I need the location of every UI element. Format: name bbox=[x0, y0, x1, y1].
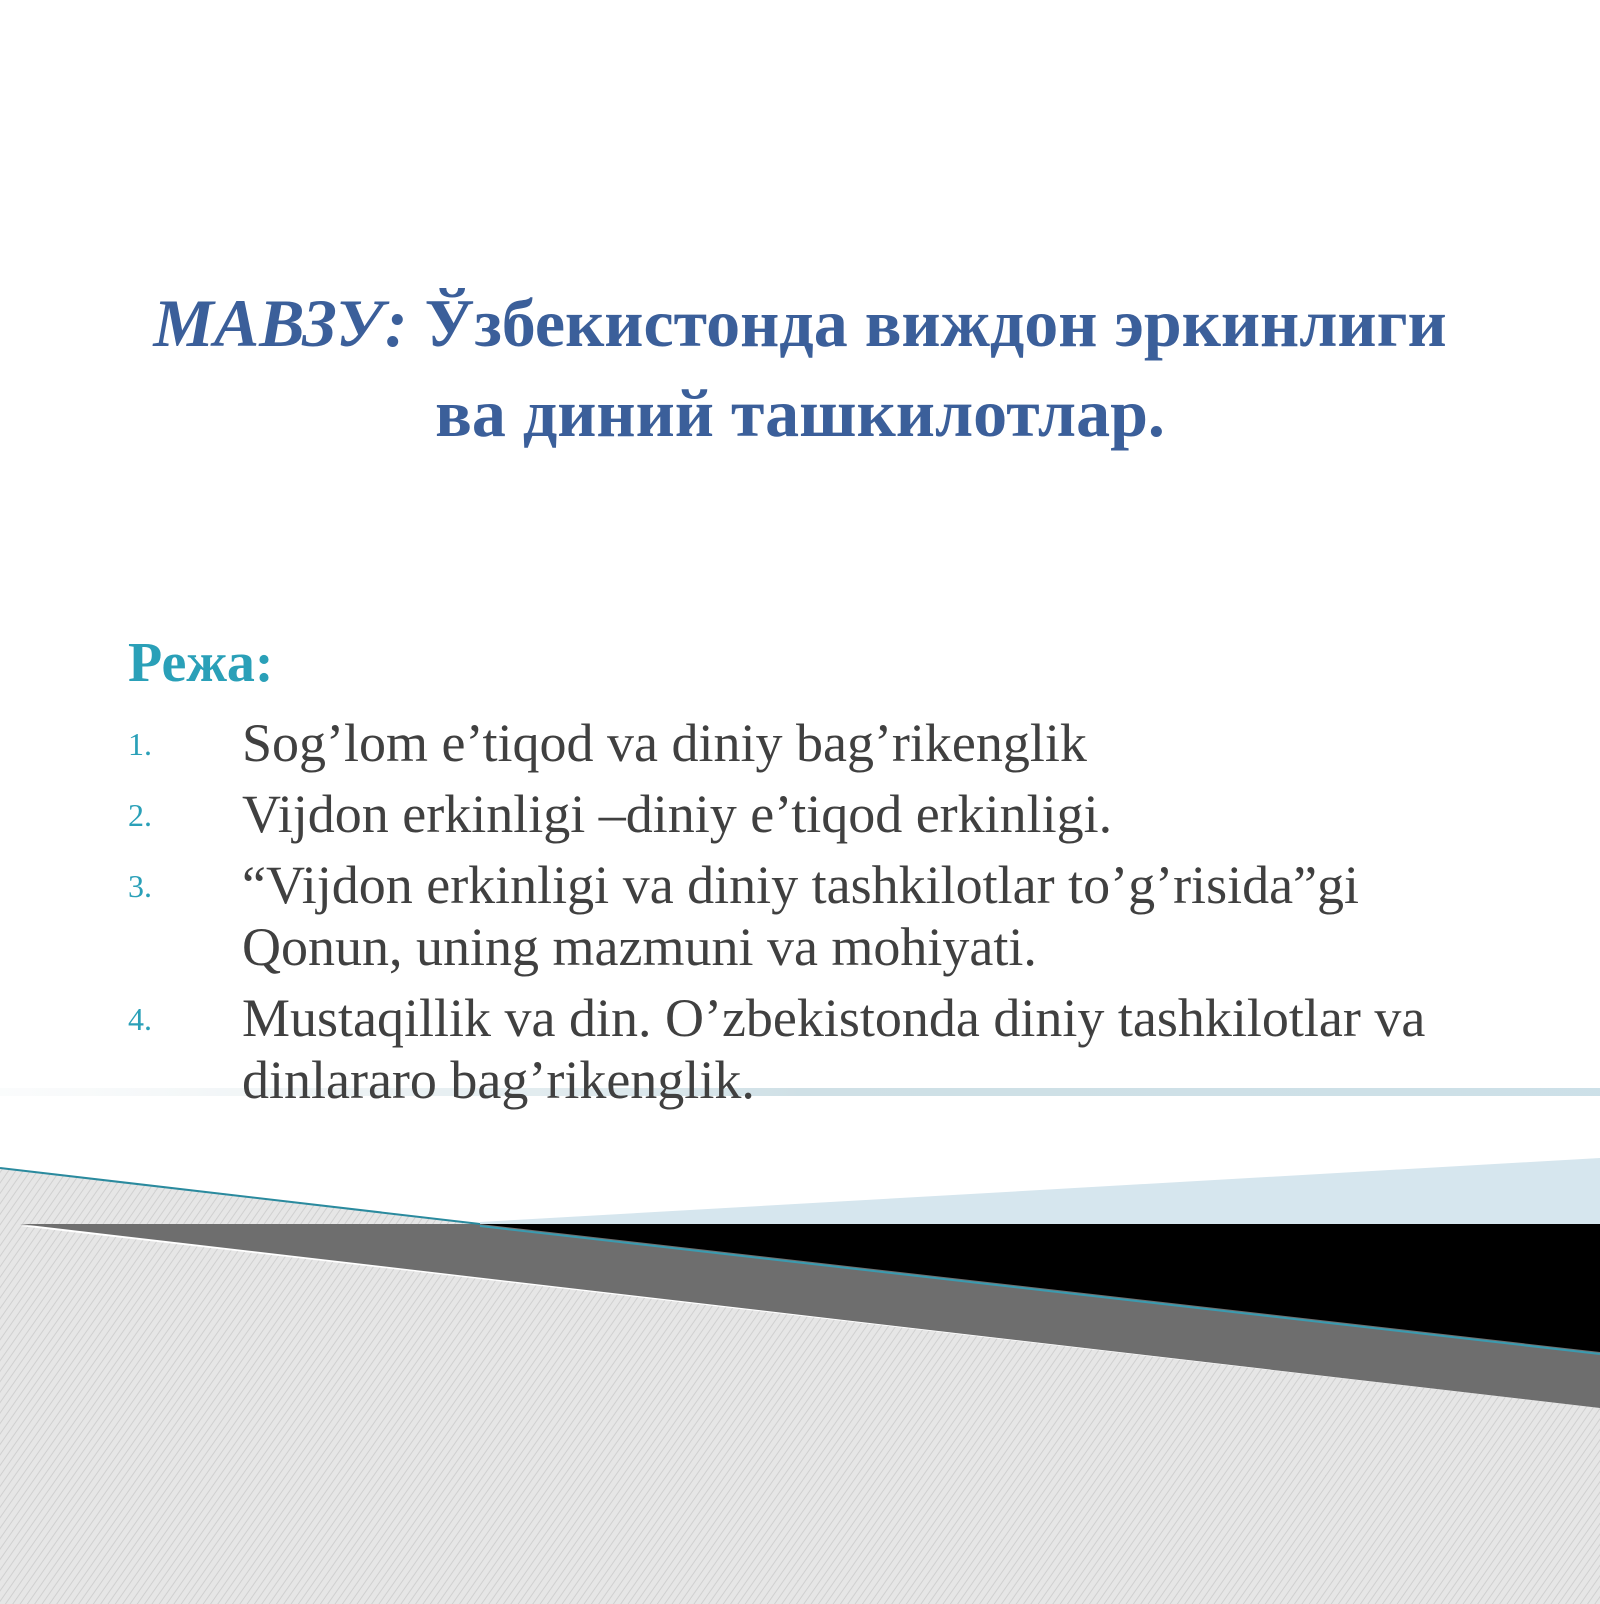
plan-list bbox=[128, 712, 1478, 1120]
plan-item-number: 4. bbox=[128, 1001, 152, 1037]
plan-item bbox=[128, 987, 1478, 1111]
plan-item-number: 3. bbox=[128, 868, 152, 904]
plan-item-number: 1. bbox=[128, 726, 152, 762]
plan-item-text: Sog’lom e’tiqod va diniy bag’rikenglik bbox=[242, 713, 1087, 773]
title-lead: МАВЗУ: bbox=[153, 285, 408, 361]
plan-item bbox=[128, 783, 1478, 845]
plan-item bbox=[128, 854, 1478, 978]
plan-item-text: “Vijdon erkinligi va diniy tashkilotlar to’g’risida”gi Qonun, uning mazmuni va mohiyati. bbox=[242, 855, 1360, 977]
plan-item-text: Vijdon erkinligi –diniy e’tiqod erkinligi. bbox=[242, 784, 1113, 844]
slide-title bbox=[150, 278, 1450, 458]
plan-item-number: 2. bbox=[128, 797, 152, 833]
light-blue-band bbox=[480, 1158, 1600, 1226]
plan-heading: Режа: bbox=[128, 632, 274, 694]
title-rest: Ўзбекистонда виждон эркинлиги ва диний ташкилотлар. bbox=[407, 285, 1447, 451]
plan-item-text: Mustaqillik va din. O’zbekistonda diniy tashkilotlar va dinlararo bag’rikenglik. bbox=[242, 988, 1426, 1110]
plan-item bbox=[128, 712, 1478, 774]
